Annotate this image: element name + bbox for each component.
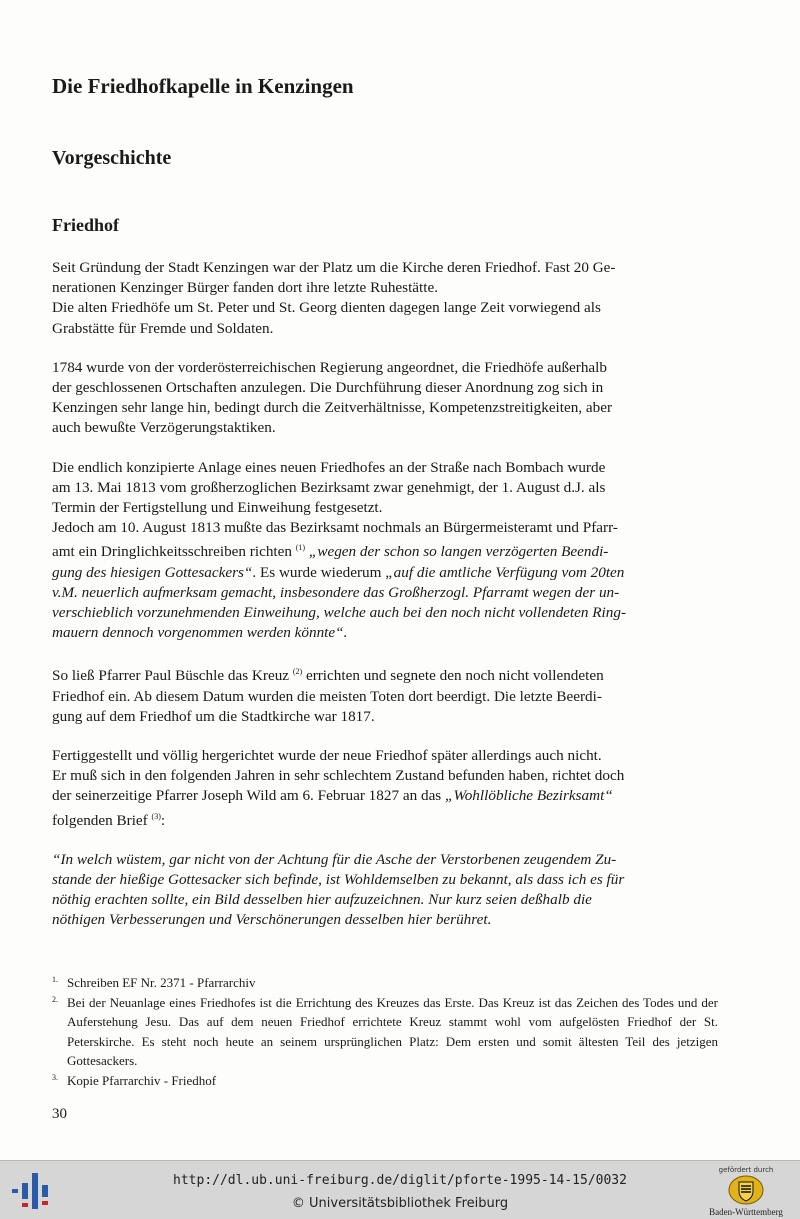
text-line: nöthig erachten sollte, ein Bild desselben hier aufzuzeichnen. Nur kurz seien deßhalb die — [52, 891, 592, 909]
text-line: am 13. Mai 1813 vom großherzoglichen Bezirksamt zwar genehmigt, der 1. August d.J. als — [52, 478, 606, 496]
letter-quote — [52, 850, 718, 931]
text-run: der seinerzeitige Pfarrer Joseph Wild am 6. Februar 1827 an das — [52, 787, 446, 805]
text-run: : — [160, 811, 166, 829]
text-line: Fertiggestellt und völlig hergerichtet wurde der neue Friedhof später allerdings auch nicht. — [52, 747, 602, 765]
text-line — [52, 786, 718, 806]
text-line: der geschlossenen Ortschaften anzulegen. Die Durchführung dieser Anordnung zog sich in — [52, 379, 604, 397]
paragraph-2 — [52, 358, 718, 439]
footnote-ref-2: (2) — [292, 667, 303, 677]
footnote-text: Schreiben EF Nr. 2371 - Pfarrarchiv — [67, 975, 256, 990]
text-line: Kenzingen sehr lange hin, bedingt durch die Zeitverhältnisse, Kompetenzstreitigkeiten, aber — [52, 399, 613, 417]
page-number: 30 — [52, 1106, 67, 1122]
footnote-text: Kopie Pfarrarchiv - Friedhof — [67, 1072, 217, 1088]
text-run: errichten und segnete den noch nicht vollendeten — [302, 667, 604, 685]
text-run: folgenden Brief — [52, 811, 152, 829]
subsection-heading: Friedhof — [52, 215, 119, 235]
paragraph-3 — [52, 458, 718, 644]
text-line: auch bewußte Verzögerungstaktiken. — [52, 419, 276, 437]
text-line: Jedoch am 10. August 1813 mußte das Bezirksamt nochmals an Bürgermeisteramt und Pfarr- — [52, 519, 618, 537]
text-line: 1784 wurde von der vorderösterreichischen Regierung angeordnet, die Friedhöfe außerhalb — [52, 358, 607, 376]
footnote-mark: 2. — [52, 994, 58, 1004]
text-line: Seit Gründung der Stadt Kenzingen war der Platz um die Kirche deren Friedhof. Fast 20 Ge- — [52, 259, 616, 276]
viewer-footer — [0, 1160, 800, 1219]
footnote-2 — [52, 993, 718, 1071]
text-line: verschieblich vorzunehmenden Einweihung, welche auch bei den noch nicht vollendeten Ring- — [52, 604, 626, 622]
footnote-mark: 3. — [52, 1072, 58, 1082]
page-title: Die Friedhofkapelle in Kenzingen — [52, 74, 354, 98]
text-line: nerationen Kenzinger Bürger fanden dort ihre letzte Ruhestätte. — [52, 279, 439, 297]
text-line: Friedhof ein. Ab diesem Datum wurden die meisten Toten dort beerdigt. Die letzte Beerdi- — [52, 687, 602, 705]
text-line: v.M. neuerlich aufmerksam gemacht, insbesondere das Großherzogl. Pfarramt wegen der un- — [52, 583, 620, 601]
text-line: Die endlich konzipierte Anlage eines neuen Friedhofes an der Straße nach Bombach wurde — [52, 458, 606, 476]
quote-run: „auf die amtliche Verfügung vom 20ten — [385, 563, 625, 581]
text-line: “In welch wüstem, gar nicht von der Achtung für die Asche der Verstorbenen zeugendem Zu- — [52, 850, 617, 868]
text-line — [52, 563, 718, 583]
document-url-link[interactable]: http://dl.ub.uni-freiburg.de/diglit/pforte-1995-14-15/0032 — [173, 1173, 627, 1188]
text-line: Die alten Friedhöfe um St. Peter und St. Georg dienten dagegen lange Zeit vorwiegend als — [52, 299, 601, 317]
text-line — [52, 807, 718, 831]
section-heading: Vorgeschichte — [52, 147, 172, 169]
footnotes — [52, 973, 718, 1090]
quote-run: „Wohllöbliche Bezirksamt“ — [445, 787, 613, 805]
text-line: Termin der Fertigstellung und Einweihung festgesetzt. — [52, 499, 383, 517]
text-line: nöthigen Verbesserungen und Verschönerungen desselben hier berühret. — [52, 911, 492, 929]
footnote-3 — [52, 1071, 718, 1091]
baden-wuerttemberg-crest-icon — [728, 1175, 764, 1205]
text-line: Grabstätte für Fremde und Soldaten. — [52, 319, 274, 337]
text-run: So ließ Pfarrer Paul Büschle das Kreuz — [52, 667, 293, 685]
paragraph-1 — [52, 258, 718, 339]
sponsor-block — [696, 1166, 796, 1217]
text-line — [52, 662, 718, 686]
text-line: mauern dennoch vorgenommen werden könnte“. — [52, 624, 348, 642]
footnote-ref-1: (1) — [295, 543, 306, 553]
text-line — [52, 538, 718, 562]
footnote-text: Bei der Neuanlage eines Friedhofes ist die Errichtung des Kreuzes das Erste. Das Kreuz ist das Zeichen des Todes und der Auferstehung Jesu. Das auf dem neuen Friedhof errichtete Kreuz stammt wohl vom aufgelösten Friedhof der St. Peterskirche. Es steht noch heute an seinem ursprünglichen Platz: Dem ersten und somit ältesten Teil des jetzigen Gottesackers. — [67, 994, 718, 1068]
paragraph-5 — [52, 746, 718, 831]
copyright-text: © Universitätsbibliothek Freiburg — [291, 1196, 509, 1211]
text-line: Er muß sich in den folgenden Jahren in sehr schlechtem Zustand befunden haben, richtet doch — [52, 767, 625, 785]
sponsor-caption: gefördert durch — [718, 1166, 774, 1174]
paragraph-4 — [52, 662, 718, 727]
text-run: . Es wurde wiederum — [252, 563, 386, 581]
sponsor-name: Baden-Württemberg — [709, 1207, 783, 1217]
text-run: amt ein Dringlichkeitsschreiben richten — [52, 543, 296, 561]
footnote-mark: 1. — [52, 975, 58, 984]
text-line: stande der hießige Gottesacker sich befinde, ist Wohldemselben zu bekannt, als dass ich es für — [52, 871, 625, 889]
footnote-ref-3: (3) — [151, 811, 161, 821]
footnote-1 — [52, 973, 718, 993]
quote-run: gung des hiesigen Gottesackers“ — [52, 563, 253, 581]
body-text — [52, 258, 718, 950]
text-line: gung auf dem Friedhof um die Stadtkirche war 1817. — [52, 707, 375, 725]
quote-run: „wegen der schon so langen verzögerten Beendi- — [305, 543, 609, 561]
